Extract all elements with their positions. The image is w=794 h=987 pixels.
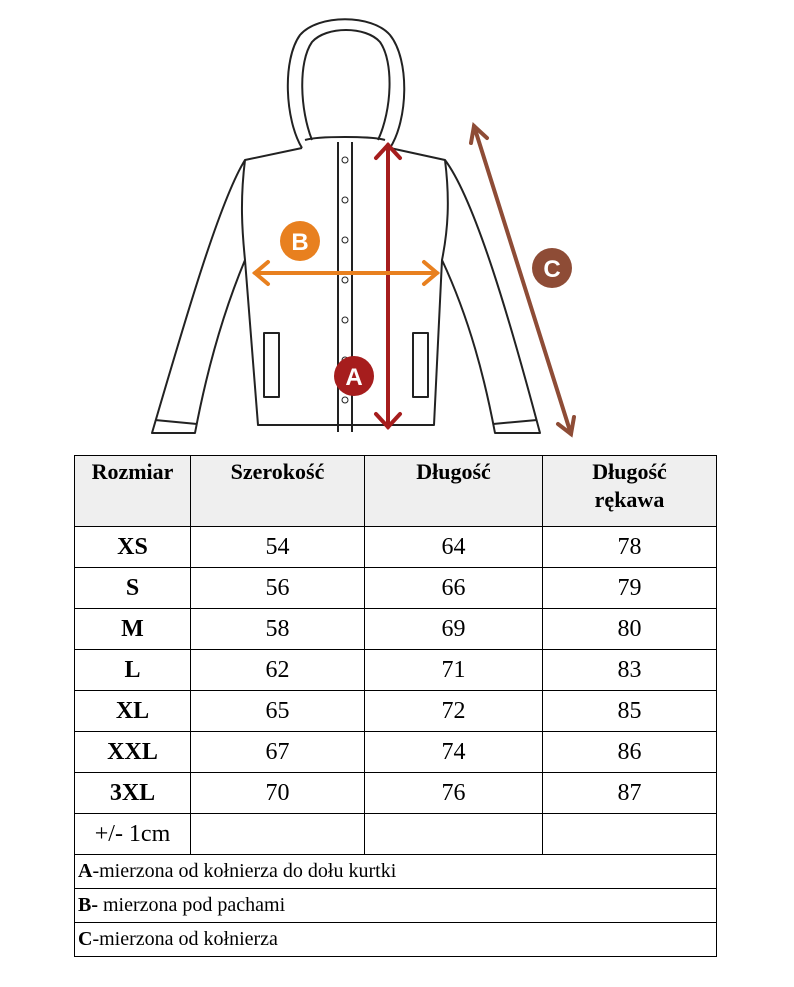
note-text-b: mierzona pod pachami — [98, 894, 286, 916]
header-size: Rozmiar — [75, 456, 191, 527]
sleeve-cell: 83 — [543, 650, 717, 691]
length-cell: 66 — [365, 568, 543, 609]
sleeve-cell: 79 — [543, 568, 717, 609]
length-cell: 71 — [365, 650, 543, 691]
width-cell: 58 — [191, 609, 365, 650]
label-b: B — [291, 229, 309, 256]
width-cell: 62 — [191, 650, 365, 691]
length-cell: 74 — [365, 732, 543, 773]
note-key-a: A — [78, 860, 93, 882]
left-pocket — [264, 333, 279, 397]
width-cell: 70 — [191, 773, 365, 814]
sleeve-cell: 78 — [543, 527, 717, 568]
note-text-c: -mierzona od kołnierza — [92, 928, 278, 950]
sleeve-cell: 86 — [543, 732, 717, 773]
size-cell: XL — [75, 691, 191, 732]
note-key-b: B- — [78, 894, 98, 916]
size-cell: L — [75, 650, 191, 691]
table-row — [75, 650, 717, 691]
note-row-a — [75, 855, 717, 889]
jacket-diagram — [0, 0, 794, 452]
width-cell: 54 — [191, 527, 365, 568]
header-width: Szerokość — [191, 456, 365, 527]
table-header-row — [75, 456, 717, 527]
label-c: C — [543, 256, 561, 283]
width-cell: 65 — [191, 691, 365, 732]
width-cell: 67 — [191, 732, 365, 773]
note-row-b — [75, 889, 717, 923]
table-row — [75, 691, 717, 732]
length-cell: 69 — [365, 609, 543, 650]
jacket-hood-inner — [302, 30, 389, 140]
size-cell: S — [75, 568, 191, 609]
header-length: Długość — [365, 456, 543, 527]
width-cell: 56 — [191, 568, 365, 609]
note-row-c — [75, 923, 717, 957]
size-cell: XS — [75, 527, 191, 568]
note-text-a: -mierzona od kołnierza do dołu kurtki — [92, 860, 397, 882]
sleeve-cell: 80 — [543, 609, 717, 650]
note-key-c: C — [78, 928, 93, 950]
table-row — [75, 773, 717, 814]
table-row — [75, 732, 717, 773]
size-table — [74, 455, 717, 957]
sleeve-cell: 85 — [543, 691, 717, 732]
label-a: A — [345, 364, 363, 391]
tolerance-cell: +/- 1cm — [75, 814, 191, 855]
header-sleeve-length: Długość rękawa — [543, 456, 717, 527]
length-cell: 64 — [365, 527, 543, 568]
length-cell: 72 — [365, 691, 543, 732]
length-cell: 76 — [365, 773, 543, 814]
tolerance-row — [75, 814, 717, 855]
jacket-hood — [288, 19, 404, 148]
sleeve-cell: 87 — [543, 773, 717, 814]
size-cell: XXL — [75, 732, 191, 773]
measure-arrow-a — [376, 145, 400, 427]
size-cell: 3XL — [75, 773, 191, 814]
table-row — [75, 527, 717, 568]
right-pocket — [413, 333, 428, 397]
size-cell: M — [75, 609, 191, 650]
table-row — [75, 609, 717, 650]
table-row — [75, 568, 717, 609]
